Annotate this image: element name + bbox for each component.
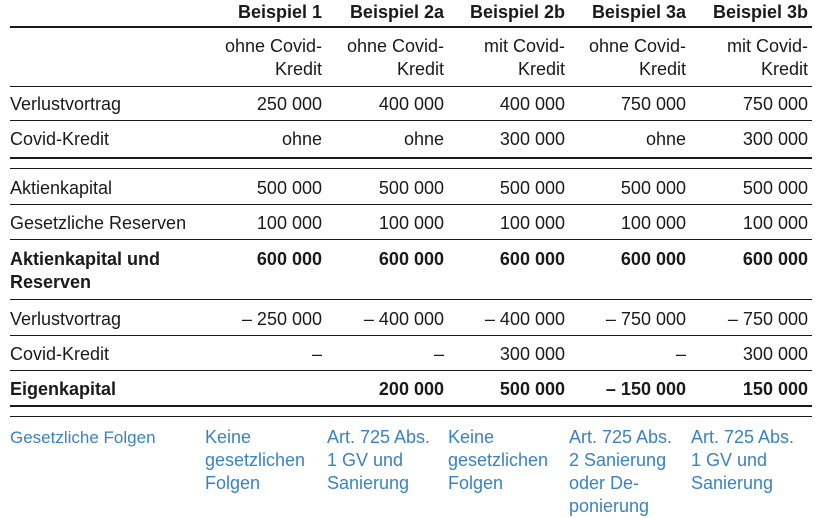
divider — [10, 86, 812, 87]
cell-value: 100 000 — [499, 213, 565, 233]
cell-value: – 400 000 — [484, 309, 565, 329]
column-header: Beispiel 3b — [712, 2, 808, 22]
row-label: Aktienkapital — [10, 178, 113, 198]
cell-value: 100 000 — [742, 213, 808, 233]
cell-value: 500 000 — [620, 178, 686, 198]
cell-value: 250 000 — [256, 94, 322, 114]
cell-value: ohne — [645, 129, 686, 149]
cell-value: ohne — [403, 129, 444, 149]
consequence-text: Keine gesetzlichen Folgen — [205, 427, 306, 493]
divider — [10, 26, 812, 28]
cell-value: 100 000 — [620, 213, 686, 233]
divider — [10, 299, 812, 300]
cell-value: 100 000 — [378, 213, 444, 233]
row-label: Aktienkapital und Reserven — [10, 249, 161, 292]
column-subheader: ohne Covid- Kredit — [588, 36, 686, 79]
row-label: Eigenkapital — [10, 379, 117, 399]
consequence-text: Art. 725 Abs. 2 Sanierung oder De-ponierung — [569, 427, 673, 516]
column-subheader: ohne Covid- Kredit — [224, 36, 322, 79]
row-label: Covid-Kredit — [10, 129, 110, 149]
cell-value: – 250 000 — [241, 309, 322, 329]
divider — [10, 416, 812, 417]
cell-value: – — [311, 344, 322, 364]
cell-value: – 750 000 — [605, 309, 686, 329]
cell-value: 600 000 — [499, 249, 565, 269]
cell-value: 200 000 — [378, 379, 444, 399]
cell-value: 600 000 — [378, 249, 444, 269]
cell-value: – 750 000 — [727, 309, 808, 329]
cell-value: 600 000 — [256, 249, 322, 269]
cell-value: 500 000 — [742, 178, 808, 198]
column-header: Beispiel 1 — [237, 2, 322, 22]
divider — [10, 204, 812, 205]
cell-value: 600 000 — [742, 249, 808, 269]
row-label: Verlustvortrag — [10, 94, 122, 114]
consequence-text: Art. 725 Abs. 1 GV und Sanierung — [327, 427, 431, 493]
cell-value: 100 000 — [256, 213, 322, 233]
divider — [10, 370, 812, 371]
row-label: Verlustvortrag — [10, 309, 122, 329]
column-subheader: mit Covid- Kredit — [726, 36, 808, 79]
divider — [10, 405, 812, 407]
cell-value: 300 000 — [499, 344, 565, 364]
cell-value: 300 000 — [742, 129, 808, 149]
cell-value: 750 000 — [620, 94, 686, 114]
cell-value: 500 000 — [499, 178, 565, 198]
cell-value: 500 000 — [256, 178, 322, 198]
cell-value: 300 000 — [742, 344, 808, 364]
row-label: Gesetzliche Reserven — [10, 213, 187, 233]
column-header: Beispiel 2a — [349, 2, 444, 22]
cell-value: – 400 000 — [363, 309, 444, 329]
cell-value: – — [433, 344, 444, 364]
divider — [10, 335, 812, 336]
column-header: Beispiel 2b — [469, 2, 565, 22]
cell-value: 400 000 — [499, 94, 565, 114]
cell-value: 500 000 — [378, 178, 444, 198]
column-subheader: mit Covid- Kredit — [483, 36, 565, 79]
consequence-text: Art. 725 Abs. 1 GV und Sanierung — [691, 427, 795, 493]
cell-value: 500 000 — [499, 379, 565, 399]
column-header: Beispiel 3a — [591, 2, 686, 22]
divider — [10, 157, 812, 159]
cell-value: 150 000 — [742, 379, 808, 399]
divider — [10, 120, 812, 121]
cell-value: – 150 000 — [605, 379, 686, 399]
row-label: Gesetzliche Folgen — [10, 428, 156, 447]
consequence-text: Keine gesetzlichen Folgen — [448, 427, 549, 493]
column-subheader: ohne Covid- Kredit — [346, 36, 444, 79]
divider — [10, 239, 812, 240]
cell-value: – — [675, 344, 686, 364]
cell-value: 600 000 — [620, 249, 686, 269]
divider — [10, 168, 812, 169]
cell-value: 400 000 — [378, 94, 444, 114]
cell-value: 750 000 — [742, 94, 808, 114]
row-label: Covid-Kredit — [10, 344, 110, 364]
cell-value: 300 000 — [499, 129, 565, 149]
cell-value: ohne — [281, 129, 322, 149]
